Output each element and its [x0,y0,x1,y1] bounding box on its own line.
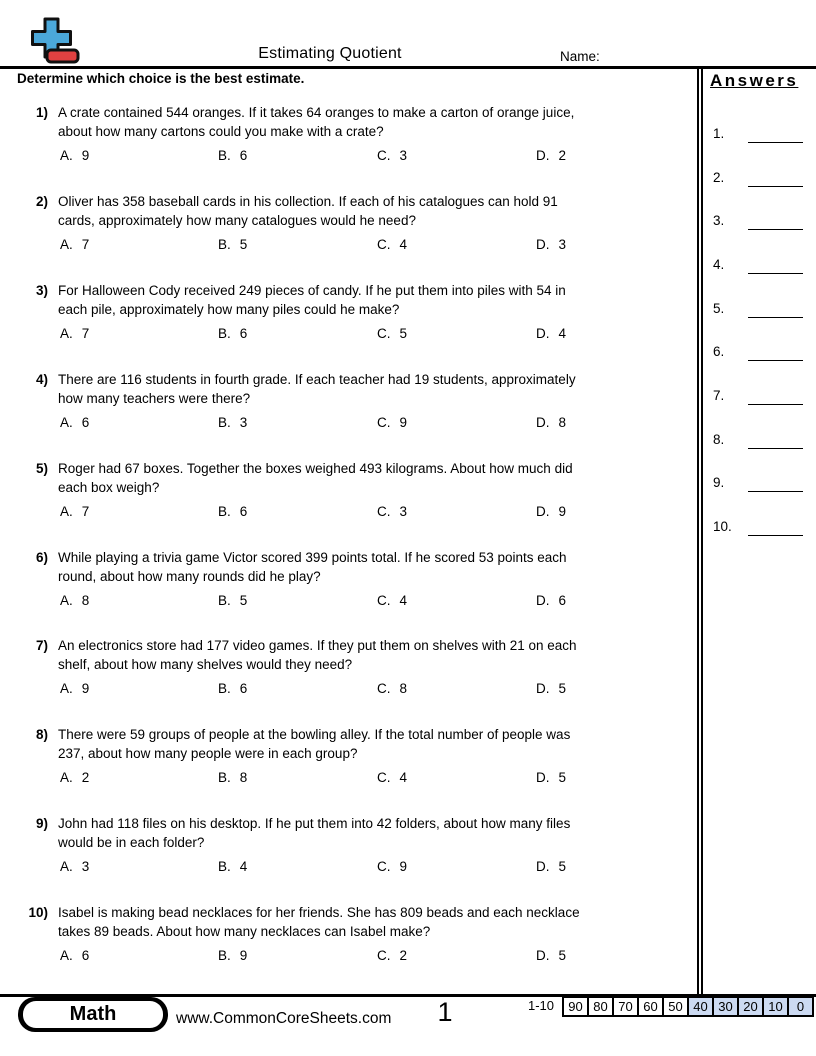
option-letter: A. [60,237,73,252]
option-letter: D. [536,237,550,252]
option-b[interactable] [218,857,247,876]
option-value: 5 [239,237,248,252]
question-text-line: 237, about how many people were in each group? [58,746,358,761]
question-item [0,903,697,965]
question-text-line: For Halloween Cody received 249 pieces of candy. If he put them into piles with 54 in [58,283,566,298]
option-a[interactable] [60,235,89,254]
question-text-line: There are 116 students in fourth grade. If each teacher had 19 students, approximately [58,372,576,387]
option-letter: C. [377,504,391,519]
question-number: 7) [35,638,48,653]
option-a[interactable] [60,857,89,876]
option-letter: A. [60,859,73,874]
option-d[interactable] [536,946,566,965]
option-a[interactable] [60,146,89,165]
answer-slot [713,475,803,490]
answer-number: 9. [713,475,725,490]
answer-blank-line[interactable] [748,447,803,449]
option-value: 4 [239,859,248,874]
answer-slot [713,257,803,272]
question-text-line: Isabel is making bead necklaces for her friends. She has 809 beads and each necklace [58,905,580,920]
name-label[interactable]: Name: [560,49,600,64]
option-letter: A. [60,326,73,341]
option-value: 9 [399,415,408,430]
option-letter: D. [536,326,550,341]
option-d[interactable] [536,768,566,787]
question-item [0,103,697,165]
option-b[interactable] [218,679,247,698]
question-number: 10) [28,905,48,920]
option-c[interactable] [377,591,407,610]
option-value: 2 [558,148,567,163]
question-item [0,814,697,876]
option-d[interactable] [536,591,566,610]
option-a[interactable] [60,502,89,521]
option-letter: B. [218,948,231,963]
answer-number: 1. [713,126,725,141]
score-cell: 70 [612,996,639,1017]
score-cell: 20 [737,996,764,1017]
answer-number: 5. [713,301,725,316]
option-letter: A. [60,504,73,519]
option-a[interactable] [60,413,89,432]
header-divider [0,66,816,69]
answer-blank-line[interactable] [748,534,803,536]
question-number: 4) [35,372,48,387]
site-url: www.CommonCoreSheets.com [176,1010,392,1027]
option-c[interactable] [377,502,407,521]
option-value: 3 [239,415,248,430]
question-text-line: round, about how many rounds did he play? [58,569,321,584]
question-item [0,548,697,610]
option-value: 4 [399,237,408,252]
page-number: 1 [437,997,453,1027]
option-letter: B. [218,593,231,608]
answer-number: 8. [713,432,725,447]
answer-blank-line[interactable] [748,141,803,143]
question-text-line: how many teachers were there? [58,391,251,406]
page-title: Estimating Quotient [258,45,402,62]
option-value: 3 [399,504,408,519]
answer-slot [713,432,803,447]
question-text-line: An electronics store had 177 video games. If they put them on shelves with 21 on each [58,638,577,653]
question-number: 2) [35,194,48,209]
option-b[interactable] [218,502,247,521]
option-letter: A. [60,948,73,963]
option-c[interactable] [377,146,407,165]
answer-blank-line[interactable] [748,185,803,187]
question-item [0,636,697,698]
option-a[interactable] [60,324,89,343]
option-value: 5 [239,593,248,608]
option-letter: A. [60,593,73,608]
answer-number: 7. [713,388,725,403]
option-c[interactable] [377,768,407,787]
option-d[interactable] [536,324,566,343]
option-letter: B. [218,681,231,696]
answer-slot [713,344,803,359]
answer-slot [713,213,803,228]
option-letter: D. [536,770,550,785]
option-value: 6 [239,504,248,519]
option-value: 8 [239,770,248,785]
option-d[interactable] [536,146,566,165]
option-value: 3 [558,237,567,252]
option-d[interactable] [536,235,566,254]
option-b[interactable] [218,235,247,254]
question-number: 5) [35,461,48,476]
option-b[interactable] [218,146,247,165]
option-letter: D. [536,148,550,163]
option-d[interactable] [536,857,566,876]
score-cell: 30 [712,996,739,1017]
option-value: 5 [558,770,567,785]
question-number: 6) [35,550,48,565]
option-letter: B. [218,859,231,874]
score-cell: 50 [662,996,689,1017]
question-text-line: A crate contained 544 oranges. If it takes 64 oranges to make a carton of orange juice, [58,105,575,120]
question-text-line: shelf, about how many shelves would they need? [58,657,353,672]
option-a[interactable] [60,679,89,698]
option-letter: A. [60,148,73,163]
option-d[interactable] [536,413,566,432]
answer-slot [713,126,803,141]
option-value: 2 [399,948,408,963]
score-strip [528,996,814,1017]
question-number: 8) [35,727,48,742]
math-badge-pill [23,1001,163,1028]
option-value: 4 [558,326,567,341]
option-b[interactable] [218,768,247,787]
question-text-line: each pile, approximately how many piles could he make? [58,302,400,317]
option-c[interactable] [377,679,407,698]
option-c[interactable] [377,235,407,254]
question-text-line: Oliver has 358 baseball cards in his collection. If each of his catalogues can hold 91 [58,194,558,209]
answer-slot [713,388,803,403]
option-value: 3 [81,859,90,874]
question-number: 9) [35,816,48,831]
option-value: 2 [81,770,90,785]
option-value: 8 [399,681,408,696]
option-b[interactable] [218,946,247,965]
option-value: 7 [81,504,90,519]
question-text-line: cards, approximately how many catalogues would he need? [58,213,416,228]
option-value: 6 [81,948,90,963]
answer-blank-line[interactable] [748,359,803,361]
option-value: 6 [81,415,90,430]
option-c[interactable] [377,857,407,876]
option-letter: C. [377,681,391,696]
answer-blank-line[interactable] [748,403,803,405]
option-value: 5 [558,948,567,963]
question-item [0,281,697,343]
option-value: 6 [239,326,248,341]
score-cell: 40 [687,996,714,1017]
option-c[interactable] [377,946,407,965]
question-number: 1) [35,105,48,120]
answers-title: Answers [710,71,799,90]
option-letter: D. [536,948,550,963]
answer-blank-line[interactable] [748,272,803,274]
math-subject-badge [18,997,168,1032]
option-value: 9 [81,148,90,163]
instruction-text: Determine which choice is the best estimate. [17,71,305,86]
option-letter: B. [218,504,231,519]
option-value: 5 [558,859,567,874]
option-letter: D. [536,504,550,519]
answer-number: 6. [713,344,725,359]
option-letter: D. [536,681,550,696]
option-a[interactable] [60,946,89,965]
option-value: 9 [81,681,90,696]
option-letter: D. [536,415,550,430]
option-value: 8 [558,415,567,430]
question-item [0,459,697,521]
option-value: 6 [558,593,567,608]
question-text-line: John had 118 files on his desktop. If he put them into 42 folders, about how many files [58,816,571,831]
option-value: 8 [81,593,90,608]
option-value: 4 [399,770,408,785]
answer-blank-line[interactable] [748,490,803,492]
option-letter: C. [377,593,391,608]
question-item [0,192,697,254]
option-value: 9 [399,859,408,874]
option-letter: B. [218,237,231,252]
score-cell: 0 [787,996,814,1017]
option-b[interactable] [218,413,247,432]
answer-blank-line[interactable] [748,228,803,230]
option-letter: C. [377,326,391,341]
answer-slot [713,519,803,534]
option-letter: B. [218,415,231,430]
answer-slot [713,170,803,185]
option-b[interactable] [218,324,247,343]
option-letter: C. [377,948,391,963]
question-text-line: about how many cartons could you make with a crate? [58,124,384,139]
option-a[interactable] [60,768,89,787]
question-text-line: While playing a trivia game Victor scored 399 points total. If he scored 53 points each [58,550,567,565]
option-value: 7 [81,237,90,252]
question-item [0,370,697,432]
option-letter: C. [377,237,391,252]
option-value: 7 [81,326,90,341]
answer-number: 3. [713,213,725,228]
option-b[interactable] [218,591,247,610]
answer-blank-line[interactable] [748,316,803,318]
answers-panel [697,68,816,995]
score-cell: 90 [562,996,589,1017]
option-letter: A. [60,681,73,696]
score-cells [562,996,814,1017]
option-c[interactable] [377,413,407,432]
option-value: 6 [239,148,248,163]
answer-number: 10. [713,519,732,534]
option-letter: C. [377,148,391,163]
option-letter: C. [377,859,391,874]
option-d[interactable] [536,679,566,698]
question-text-line: takes 89 beads. About how many necklaces can Isabel make? [58,924,431,939]
question-text-line: There were 59 groups of people at the bowling alley. If the total number of people was [58,727,571,742]
option-value: 9 [239,948,248,963]
math-badge-label: Math [69,1003,117,1025]
option-value: 4 [399,593,408,608]
option-c[interactable] [377,324,407,343]
question-number: 3) [35,283,48,298]
option-value: 5 [558,681,567,696]
option-value: 3 [399,148,408,163]
answer-slot [713,301,803,316]
option-letter: A. [60,415,73,430]
option-letter: B. [218,770,231,785]
option-letter: D. [536,593,550,608]
option-letter: A. [60,770,73,785]
score-cell: 60 [637,996,664,1017]
question-text-line: Roger had 67 boxes. Together the boxes weighed 493 kilograms. About how much did [58,461,573,476]
option-d[interactable] [536,502,566,521]
question-text-line: would be in each folder? [58,835,205,850]
answer-number: 2. [713,170,725,185]
score-cell: 80 [587,996,614,1017]
score-range-label: 1-10 [528,998,555,1013]
option-letter: D. [536,859,550,874]
option-letter: B. [218,148,231,163]
option-value: 9 [558,504,567,519]
option-value: 5 [399,326,408,341]
score-cell: 10 [762,996,789,1017]
question-item [0,725,697,787]
question-text-line: each box weigh? [58,480,160,495]
option-letter: C. [377,770,391,785]
option-letter: C. [377,415,391,430]
option-value: 6 [239,681,248,696]
answer-number: 4. [713,257,725,272]
option-a[interactable] [60,591,89,610]
option-letter: B. [218,326,231,341]
